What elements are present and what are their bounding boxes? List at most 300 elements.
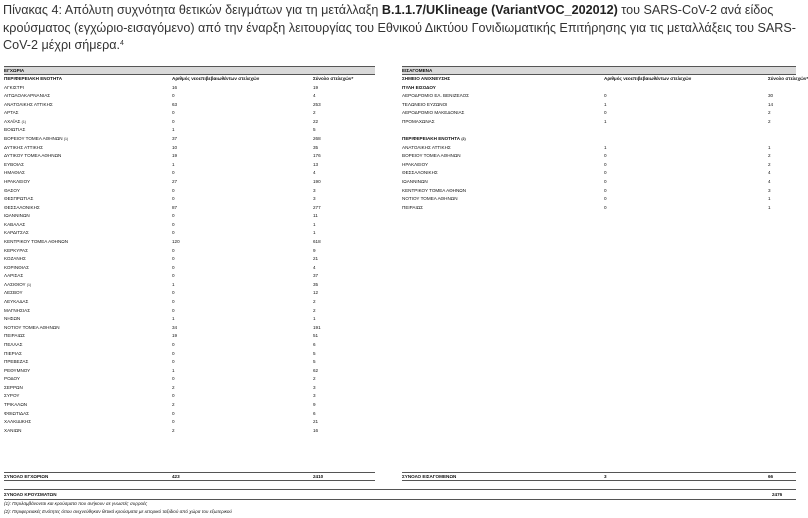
caption-footnote-mark: 4: [120, 40, 124, 47]
domestic-label: [4, 298, 28, 307]
domestic-new: 0: [172, 341, 175, 347]
domestic-row: [4, 118, 375, 127]
imported-region-total: 4: [768, 178, 771, 184]
imported-total-new: 3: [604, 474, 607, 479]
domestic-name-text: ΛΑΣΙΘΙΟΥ: [4, 281, 26, 287]
domestic-name-text: ΛΕΥΚΑΔΑΣ: [4, 299, 29, 305]
domestic-row: [4, 161, 375, 170]
domestic-new: 2: [172, 401, 175, 407]
imported-region-new: 0: [604, 196, 607, 202]
domestic-row: [4, 392, 375, 401]
domestic-total-label: ΣΥΝΟΛΟ ΕΓΧΩΡΙΩΝ: [4, 474, 49, 479]
domestic-total-row: [4, 472, 375, 481]
domestic-row: [4, 221, 375, 230]
imported-region-total: 1: [768, 144, 771, 150]
imported-total-row: [402, 472, 796, 481]
entry-name-text: ΑΕΡΟΔΡΟΜΙΟ ΕΛ. ΒΕΝΙΖΕΛΟΣ: [402, 93, 469, 99]
domestic-name-text: ΣΕΡΡΩΝ: [4, 384, 23, 390]
domestic-label: [4, 101, 53, 110]
entry-row: [402, 109, 796, 118]
region-rows: [402, 144, 796, 213]
imported-region-label: [402, 204, 423, 213]
domestic-label: [4, 178, 30, 187]
domestic-new: 120: [172, 238, 180, 244]
imported-col-total: Σύνολο στελεχών*: [768, 76, 808, 81]
entry-total: 30: [768, 93, 774, 99]
domestic-name-text: ΝΟΤΙΟΥ ΤΟΜΕΑ ΑΘΗΝΩΝ: [4, 324, 60, 330]
domestic-row: [4, 315, 375, 324]
domestic-name-text: ΜΑΓΝΗΣΙΑΣ: [4, 307, 31, 313]
entry-new: 0: [604, 93, 607, 99]
domestic-row: [4, 289, 375, 298]
imported-region-total: 2: [768, 153, 771, 159]
domestic-name-text: ΚΟΡΙΝΘΙΑΣ: [4, 264, 29, 270]
domestic-label: [4, 144, 43, 153]
domestic-name-text: ΧΑΛΚΙΔΙΚΗΣ: [4, 419, 32, 425]
domestic-footnote-ref: (1): [21, 119, 26, 124]
domestic-total: 22: [313, 118, 319, 124]
domestic-label: [4, 161, 24, 170]
domestic-new: 27: [172, 178, 178, 184]
domestic-label: [4, 315, 20, 324]
domestic-name-text: ΘΑΣΟΥ: [4, 187, 20, 193]
domestic-total: 1: [313, 221, 316, 227]
imported-region-total: 1: [768, 204, 771, 210]
domestic-total: 9: [313, 401, 316, 407]
domestic-name-text: ΠΙΕΡΙΑΣ: [4, 350, 22, 356]
domestic-row: [4, 204, 375, 213]
entry-label: [402, 118, 435, 127]
domestic-label: [4, 367, 30, 376]
domestic-table: [4, 66, 375, 435]
imported-region-name-text: ΒΟΡΕΙΟΥ ΤΟΜΕΑ ΑΘΗΝΩΝ: [402, 153, 461, 159]
entry-new: 1: [604, 118, 607, 124]
domestic-row: [4, 229, 375, 238]
domestic-total: 37: [313, 273, 319, 279]
entry-total: 14: [768, 101, 774, 107]
imported-region-name-text: ΗΡΑΚΛΕΙΟΥ: [402, 161, 429, 167]
domestic-header-row: [4, 75, 375, 84]
domestic-footnote-ref: (1): [63, 137, 69, 142]
imported-region-name-text: ΑΝΑΤΟΛΙΚΗΣ ΑΤΤΙΚΗΣ: [402, 144, 451, 150]
domestic-name-text: ΚΑΒΑΛΑΣ: [4, 221, 26, 227]
domestic-label: [4, 281, 31, 290]
domestic-total: 618: [313, 238, 321, 244]
domestic-label: [4, 375, 20, 384]
domestic-total: 9: [313, 247, 316, 253]
imported-region-new: 0: [604, 204, 607, 210]
domestic-total: 19: [313, 84, 319, 90]
domestic-name-text: ΑΙΤΩΛΟΑΚΑΡΝΑΝΙΑΣ: [4, 93, 51, 99]
domestic-row: [4, 92, 375, 101]
domestic-label: [4, 341, 22, 350]
imported-region-row: [402, 204, 796, 213]
domestic-name-text: ΡΟΔΟΥ: [4, 376, 21, 382]
domestic-new: 0: [172, 393, 175, 399]
domestic-label: [4, 169, 25, 178]
domestic-label: [4, 350, 22, 359]
imported-region-name-text: ΘΕΣΣΑΛΟΝΙΚΗΣ: [402, 170, 438, 176]
domestic-name-text: ΝΗΣΩΝ: [4, 316, 21, 322]
domestic-label: [4, 392, 19, 401]
imported-spacer: [402, 126, 796, 135]
domestic-label: [4, 358, 28, 367]
imported-region-label: [402, 178, 428, 187]
domestic-name-text: ΔΥΤΙΚΗΣ ΑΤΤΙΚΗΣ: [4, 144, 43, 150]
domestic-label: [4, 135, 68, 144]
domestic-name-text: ΙΩΑΝΝΙΝΩΝ: [4, 213, 30, 219]
domestic-total: 13: [313, 161, 319, 167]
domestic-row: [4, 264, 375, 273]
domestic-row: [4, 367, 375, 376]
imported-region-label: [402, 169, 438, 178]
domestic-band: [4, 66, 375, 75]
domestic-total: 21: [313, 256, 319, 262]
domestic-label: [4, 204, 40, 213]
domestic-row: [4, 358, 375, 367]
imported-total-total: 66: [768, 474, 774, 479]
domestic-name-text: ΕΥΒΟΙΑΣ: [4, 161, 24, 167]
domestic-new: 87: [172, 204, 178, 210]
imported-section-region: [402, 135, 796, 144]
imported-region-new: 0: [604, 170, 607, 176]
domestic-total: 62: [313, 367, 319, 373]
entry-label: [402, 101, 447, 110]
domestic-new: 1: [172, 281, 175, 287]
domestic-label: [4, 126, 25, 135]
domestic-total: 11: [313, 213, 318, 219]
domestic-total: 6: [313, 410, 316, 416]
domestic-row: [4, 375, 375, 384]
imported-section-entry: [402, 84, 796, 93]
domestic-row: [4, 152, 375, 161]
domestic-new: 0: [172, 264, 175, 270]
domestic-row: [4, 324, 375, 333]
domestic-new: 0: [172, 170, 175, 176]
domestic-total-new: 423: [172, 474, 180, 479]
domestic-label: [4, 247, 28, 256]
domestic-total: 35: [313, 144, 319, 150]
domestic-new: 0: [172, 419, 175, 425]
domestic-row: [4, 101, 375, 110]
domestic-label: [4, 109, 19, 118]
domestic-name-text: ΛΕΣΒΟΥ: [4, 290, 23, 296]
domestic-new: 0: [172, 118, 175, 124]
imported-section-region-text: ΠΕΡΙΦΕΡΕΙΑΚΗ ΕΝΟΤΗΤΑ: [402, 136, 461, 142]
imported-region-total: 4: [768, 170, 771, 176]
grand-total-row: [4, 489, 796, 500]
domestic-new: 0: [172, 247, 175, 253]
domestic-name-text: ΧΑΝΙΩΝ: [4, 427, 22, 433]
imported-region-row: [402, 169, 796, 178]
domestic-row: [4, 135, 375, 144]
domestic-name-text: ΚΑΡΔΙΤΣΑΣ: [4, 230, 29, 236]
domestic-name-text: ΦΘΙΩΤΙΔΑΣ: [4, 410, 30, 416]
domestic-label: [4, 332, 25, 341]
domestic-total: 190: [313, 178, 321, 184]
domestic-new: 19: [172, 333, 178, 339]
entry-name-text: ΤΕΛΩΝΕΙΟ ΕΥΖΩΝΟΙ: [402, 101, 448, 107]
domestic-new: 34: [172, 324, 178, 330]
domestic-total: 4: [313, 264, 316, 270]
imported-region-new: 1: [604, 144, 607, 150]
domestic-total: 12: [313, 290, 319, 296]
domestic-row: [4, 384, 375, 393]
domestic-row: [4, 255, 375, 264]
domestic-new: 10: [172, 144, 178, 150]
domestic-label: [4, 187, 20, 196]
domestic-footnote-ref: (1): [26, 282, 32, 287]
domestic-row: [4, 307, 375, 316]
table-caption: [3, 2, 797, 55]
domestic-new: 0: [172, 410, 175, 416]
domestic-row: [4, 341, 375, 350]
entry-name-text: ΠΡΟΜΑΧΩΝΑΣ: [402, 118, 435, 124]
imported-region-name-text: ΙΩΑΝΝΙΝΩΝ: [402, 178, 428, 184]
imported-col-new: Αριθμός νεοεπιβεβαιωθέντων στελεχών: [604, 76, 692, 81]
domestic-total: 191: [313, 324, 321, 330]
domestic-new: 0: [172, 307, 175, 313]
domestic-new: 1: [172, 127, 175, 133]
entry-name-text: ΑΕΡΟΔΡΟΜΙΟ ΜΑΚΕΔΟΝΙΑΣ: [402, 110, 465, 116]
domestic-total: 1: [313, 316, 316, 322]
domestic-label: [4, 152, 61, 161]
domestic-total: 3: [313, 384, 316, 390]
domestic-name-text: ΚΕΝΤΡΙΚΟΥ ΤΟΜΕΑ ΑΘΗΝΩΝ: [4, 238, 69, 244]
domestic-new: 0: [172, 93, 175, 99]
imported-region-row: [402, 161, 796, 170]
domestic-total: 35: [313, 281, 319, 287]
domestic-new: 0: [172, 350, 175, 356]
domestic-total: 4: [313, 170, 316, 176]
domestic-total: 3: [313, 393, 316, 399]
domestic-new: 0: [172, 273, 175, 279]
domestic-new: 0: [172, 110, 175, 116]
domestic-total: 1: [313, 230, 316, 236]
domestic-total: 3: [313, 187, 316, 193]
domestic-rows: [4, 84, 375, 436]
entry-total: 2: [768, 118, 771, 124]
domestic-total: 253: [313, 101, 321, 107]
domestic-row: [4, 238, 375, 247]
domestic-label: [4, 418, 31, 427]
imported-region-name-text: ΝΟΤΙΟΥ ΤΟΜΕΑ ΑΘΗΝΩΝ: [402, 196, 458, 202]
imported-region-new: 0: [604, 161, 607, 167]
domestic-name-text: ΚΟΖΑΝΗΣ: [4, 256, 26, 262]
domestic-col-new: Αριθμός νεοεπιβεβαιωθέντων στελεχών: [172, 76, 260, 81]
entry-row: [402, 92, 796, 101]
caption-prefix: Πίνακας 4: Απόλυτη συχνότητα θετικών δειγμάτων για τη μετάλλαξη: [3, 3, 382, 17]
imported-section-region-label: [402, 135, 466, 144]
domestic-total: 3: [313, 196, 316, 202]
domestic-new: 19: [172, 153, 178, 159]
domestic-row: [4, 418, 375, 427]
domestic-label: [4, 238, 68, 247]
domestic-label: [4, 264, 29, 273]
domestic-new: 0: [172, 213, 175, 219]
domestic-total: 268: [313, 136, 321, 142]
imported-region-row: [402, 187, 796, 196]
domestic-label: [4, 401, 27, 410]
domestic-name-text: ΑΧΑΪΑΣ: [4, 118, 21, 124]
caption-suffix: του SARS-CoV-2 ανά είδος κρούσματος (εγχώριο-εισαγόμενο) από την έναρξη λειτουργίας του Εθνικού Δικτύου Γονιδιωματικής Επιτήρησης για τις μεταλλάξεις του SARS-CoV-2 μέχρι σήμερα.: [3, 3, 796, 52]
domestic-label: [4, 289, 23, 298]
domestic-label: [4, 212, 30, 221]
domestic-row: [4, 427, 375, 436]
imported-region-row: [402, 195, 796, 204]
entry-label: [402, 92, 469, 101]
domestic-new: 2: [172, 384, 175, 390]
domestic-total: 2: [313, 110, 316, 116]
domestic-row: [4, 187, 375, 196]
domestic-label: [4, 255, 26, 264]
domestic-label: [4, 195, 33, 204]
imported-region-total: 2: [768, 161, 771, 167]
imported-header-row: [402, 75, 808, 84]
domestic-row: [4, 401, 375, 410]
domestic-new: 1: [172, 161, 175, 167]
domestic-new: 0: [172, 230, 175, 236]
domestic-new: 0: [172, 299, 175, 305]
domestic-row: [4, 281, 375, 290]
domestic-col-region: ΠΕΡΙΦΕΡΕΙΑΚΗ ΕΝΟΤΗΤΑ: [4, 76, 63, 81]
domestic-total: 2: [313, 307, 316, 313]
entry-new: 1: [604, 101, 607, 107]
imported-region-label: [402, 161, 428, 170]
domestic-new: 0: [172, 290, 175, 296]
domestic-row: [4, 332, 375, 341]
domestic-row: [4, 169, 375, 178]
domestic-row: [4, 84, 375, 93]
imported-section-region-sup: (2): [461, 137, 466, 142]
imported-region-new: 0: [604, 153, 607, 159]
domestic-total: 5: [313, 127, 316, 133]
domestic-row: [4, 126, 375, 135]
footnote-2: (2): Περιφερειακές Ενότητες όπου ανιχνεύθηκαν θετικά κρούσματα με ιστορικό ταξιδιού από χώρα του εξωτερικού: [4, 508, 232, 514]
domestic-new: 0: [172, 196, 175, 202]
domestic-total: 2: [313, 299, 316, 305]
imported-region-row: [402, 178, 796, 187]
footnote-1: (1): Περιλαμβάνονται και κρούσματα που ανήκουν σε γνωστές συρροές: [4, 501, 148, 506]
imported-region-row: [402, 144, 796, 153]
imported-col-point: ΣΗΜΕΙΟ ΑΝΙΧΝΕΥΣΗΣ: [402, 76, 451, 81]
domestic-name-text: ΒΟΡΕΙΟΥ ΤΟΜΕΑ ΑΘΗΝΩΝ: [4, 136, 63, 142]
domestic-name-text: ΗΡΑΚΛΕΙΟΥ: [4, 178, 31, 184]
domestic-name-text: ΤΡΙΚΑΛΩΝ: [4, 401, 28, 407]
imported-band: [402, 66, 796, 75]
domestic-total: 4: [313, 93, 316, 99]
domestic-total: 16: [313, 427, 319, 433]
imported-region-name-text: ΠΕΙΡΑΙΩΣ: [402, 204, 423, 210]
grand-total-value: 2476: [772, 492, 783, 497]
domestic-name-text: ΠΡΕΒΕΖΑΣ: [4, 359, 29, 365]
domestic-new: 37: [172, 136, 178, 142]
domestic-new: 1: [172, 367, 175, 373]
domestic-total-total: 2410: [313, 474, 324, 479]
imported-region-new: 0: [604, 187, 607, 193]
imported-band-label: ΕΙΣΑΓΟΜΕΝΑ: [402, 68, 433, 73]
entry-total: 2: [768, 110, 771, 116]
entry-row: [402, 101, 796, 110]
entry-label: [402, 109, 464, 118]
domestic-total: 176: [313, 153, 321, 159]
domestic-name-text: ΑΓΚΙΣΤΡΙ: [4, 84, 24, 90]
domestic-name-text: ΘΕΣΠΡΩΤΙΑΣ: [4, 196, 34, 202]
domestic-total: 51: [313, 333, 319, 339]
domestic-label: [4, 324, 60, 333]
imported-section-entry-label: ΠΥΛΗ ΕΙΣΟΔΟΥ: [402, 84, 436, 90]
footnotes: [4, 500, 232, 515]
domestic-col-total: Σύνολο στελεχών*: [313, 76, 354, 81]
domestic-row: [4, 109, 375, 118]
domestic-row: [4, 272, 375, 281]
imported-table: [402, 66, 808, 212]
domestic-row: [4, 350, 375, 359]
domestic-new: 16: [172, 84, 178, 90]
domestic-name-text: ΑΡΤΑΣ: [4, 110, 19, 116]
imported-region-row: [402, 152, 796, 161]
domestic-total: 6: [313, 341, 316, 347]
entry-row: [402, 118, 796, 127]
imported-region-label: [402, 195, 458, 204]
domestic-name-text: ΠΕΛΛΑΣ: [4, 341, 23, 347]
domestic-label: [4, 410, 29, 419]
domestic-name-text: ΡΕΘΥΜΝΟΥ: [4, 367, 31, 373]
domestic-total: 5: [313, 359, 316, 365]
imported-region-label: [402, 144, 451, 153]
domestic-new: 63: [172, 101, 178, 107]
domestic-row: [4, 178, 375, 187]
domestic-name-text: ΘΕΣΣΑΛΟΝΙΚΗΣ: [4, 204, 40, 210]
domestic-label: [4, 118, 26, 127]
domestic-total: 2: [313, 376, 316, 382]
imported-region-name-text: ΚΕΝΤΡΙΚΟΥ ΤΟΜΕΑ ΑΘΗΝΩΝ: [402, 187, 467, 193]
imported-region-new: 0: [604, 178, 607, 184]
domestic-new: 0: [172, 359, 175, 365]
domestic-label: [4, 92, 50, 101]
domestic-total: 277: [313, 204, 321, 210]
caption-lineage: B.1.1.7/UKlineage (VariantVOC_202012): [381, 3, 618, 17]
domestic-name-text: ΚΕΡΚΥΡΑΣ: [4, 247, 28, 253]
domestic-name-text: ΒΟΙΩΤΙΑΣ: [4, 127, 26, 133]
domestic-total: 5: [313, 350, 316, 356]
domestic-row: [4, 195, 375, 204]
domestic-row: [4, 298, 375, 307]
domestic-new: 0: [172, 376, 175, 382]
domestic-name-text: ΣΥΡΟΥ: [4, 393, 20, 399]
domestic-row: [4, 144, 375, 153]
domestic-name-text: ΑΝΑΤΟΛΙΚΗΣ ΑΤΤΙΚΗΣ: [4, 101, 53, 107]
entry-new: 0: [604, 110, 607, 116]
domestic-row: [4, 410, 375, 419]
domestic-band-label: ΕΓΧΩΡΙΑ: [4, 68, 25, 73]
domestic-name-text: ΗΜΑΘΙΑΣ: [4, 170, 25, 176]
domestic-total: 21: [313, 419, 319, 425]
domestic-label: [4, 221, 25, 230]
imported-region-label: [402, 187, 466, 196]
domestic-name-text: ΛΑΡΙΣΑΣ: [4, 273, 24, 279]
imported-region-total: 3: [768, 187, 771, 193]
imported-region-total: 1: [768, 196, 771, 202]
domestic-new: 2: [172, 427, 175, 433]
domestic-name-text: ΠΕΙΡΑΙΩΣ: [4, 333, 25, 339]
domestic-new: 0: [172, 221, 175, 227]
domestic-label: [4, 84, 24, 93]
domestic-new: 0: [172, 187, 175, 193]
domestic-row: [4, 212, 375, 221]
domestic-label: [4, 307, 30, 316]
domestic-label: [4, 272, 23, 281]
